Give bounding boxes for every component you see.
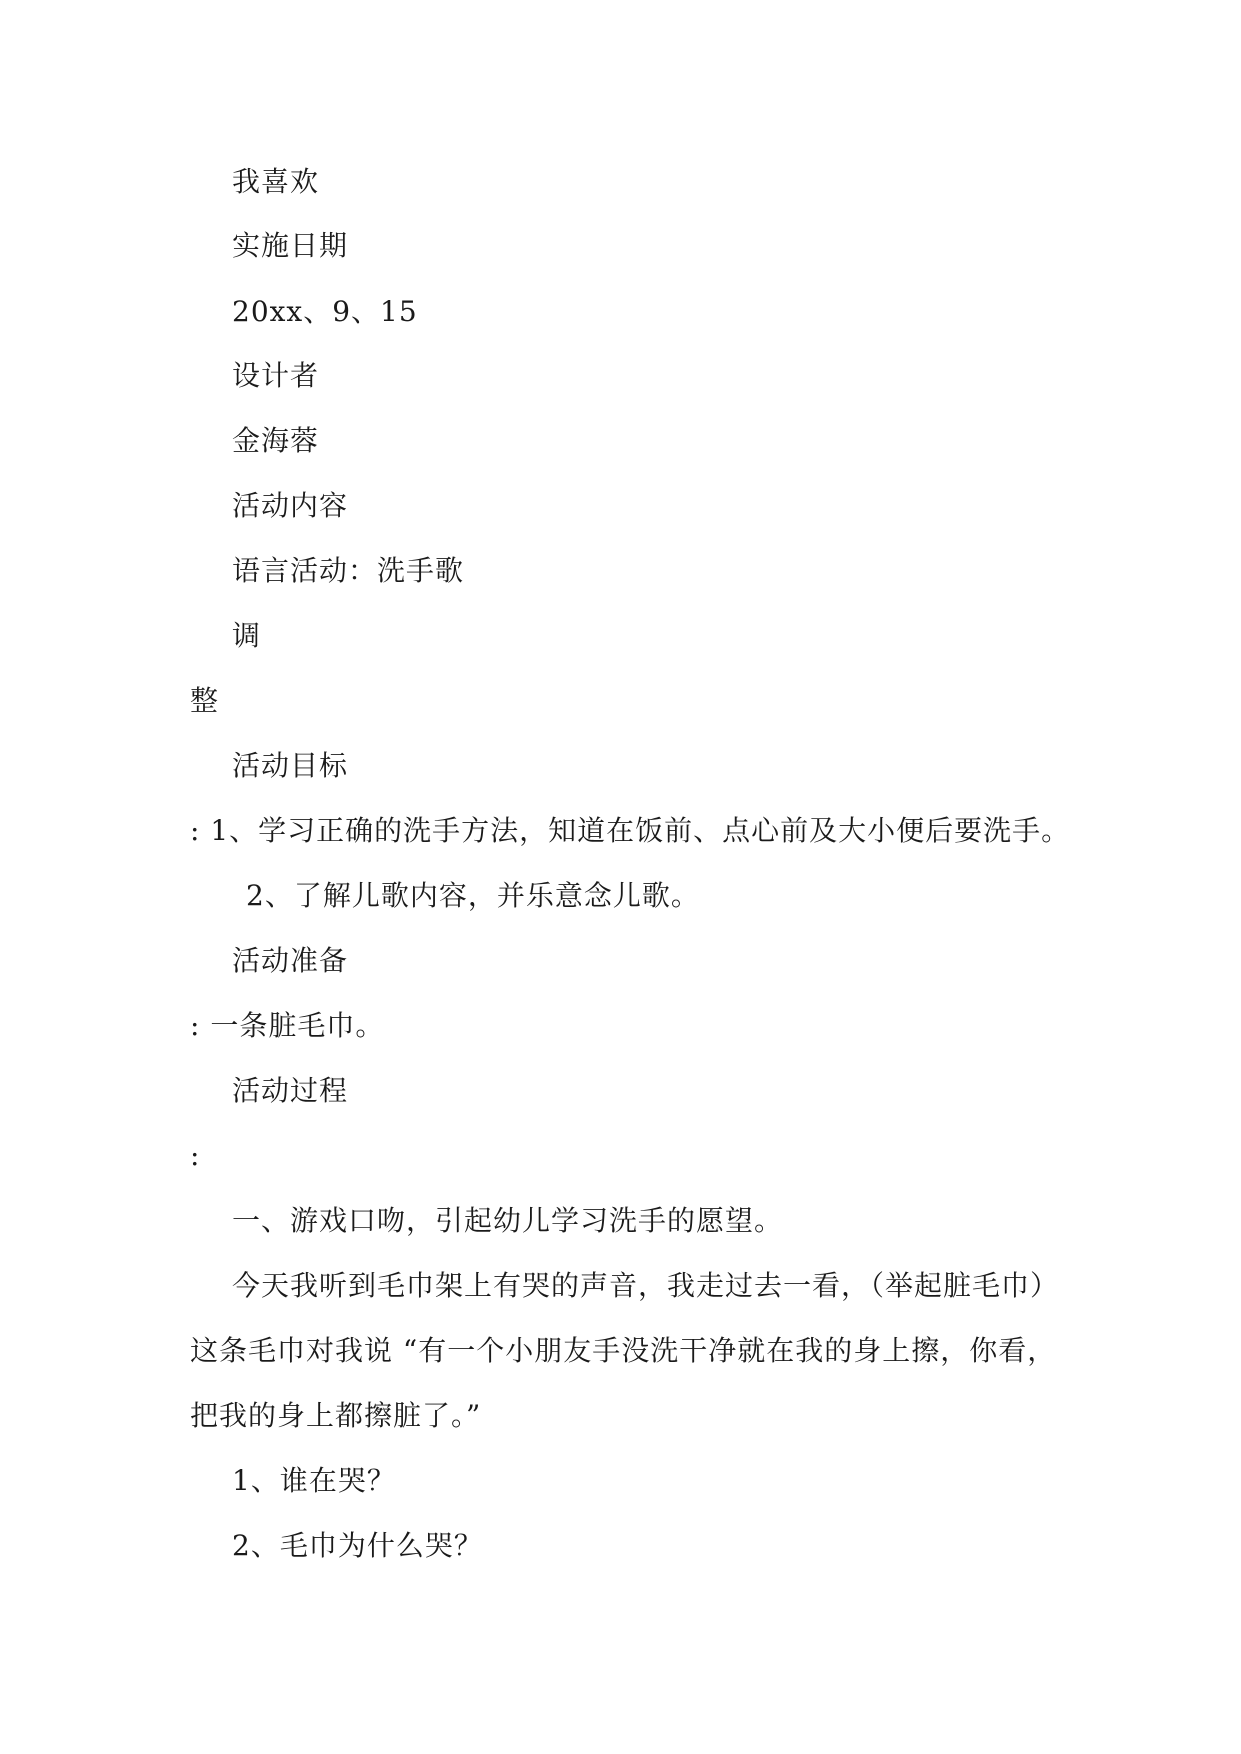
text-line: 这条毛巾对我说 “有一个小朋友手没洗干净就在我的身上擦，你看， bbox=[190, 1334, 1057, 1367]
text-line: 金海蓉 bbox=[232, 424, 320, 457]
text-line: 我喜欢 bbox=[232, 165, 320, 198]
text-line: 20xx、9、15 bbox=[232, 295, 418, 328]
text-line: : 1、学习正确的洗手方法，知道在饭前、点心前及大小便后要洗手。 bbox=[190, 814, 1071, 847]
text-line: 活动准备 bbox=[232, 944, 349, 977]
text-line: 活动目标 bbox=[232, 749, 349, 782]
text-line: 语言活动：洗手歌 bbox=[232, 554, 465, 587]
text-line: 活动过程 bbox=[232, 1074, 349, 1107]
text-line: 一、游戏口吻，引起幼儿学习洗手的愿望。 bbox=[232, 1204, 784, 1237]
text-line: 1、谁在哭？ bbox=[232, 1464, 396, 1497]
text-line: 把我的身上都擦脏了。” bbox=[190, 1399, 482, 1432]
text-line: 设计者 bbox=[232, 359, 320, 392]
text-line: 整 bbox=[190, 684, 220, 717]
text-line: : 一条脏毛巾。 bbox=[190, 1009, 385, 1042]
text-line: 实施日期 bbox=[232, 229, 349, 262]
text-line: : bbox=[190, 1139, 201, 1172]
text-line: 调 bbox=[232, 619, 262, 652]
text-line: 2、了解儿歌内容，并乐意念儿歌。 bbox=[246, 879, 700, 912]
text-line: 今天我听到毛巾架上有哭的声音，我走过去一看，（举起脏毛巾） bbox=[232, 1269, 1060, 1302]
text-line: 活动内容 bbox=[232, 489, 349, 522]
text-line: 2、毛巾为什么哭？ bbox=[232, 1529, 483, 1562]
